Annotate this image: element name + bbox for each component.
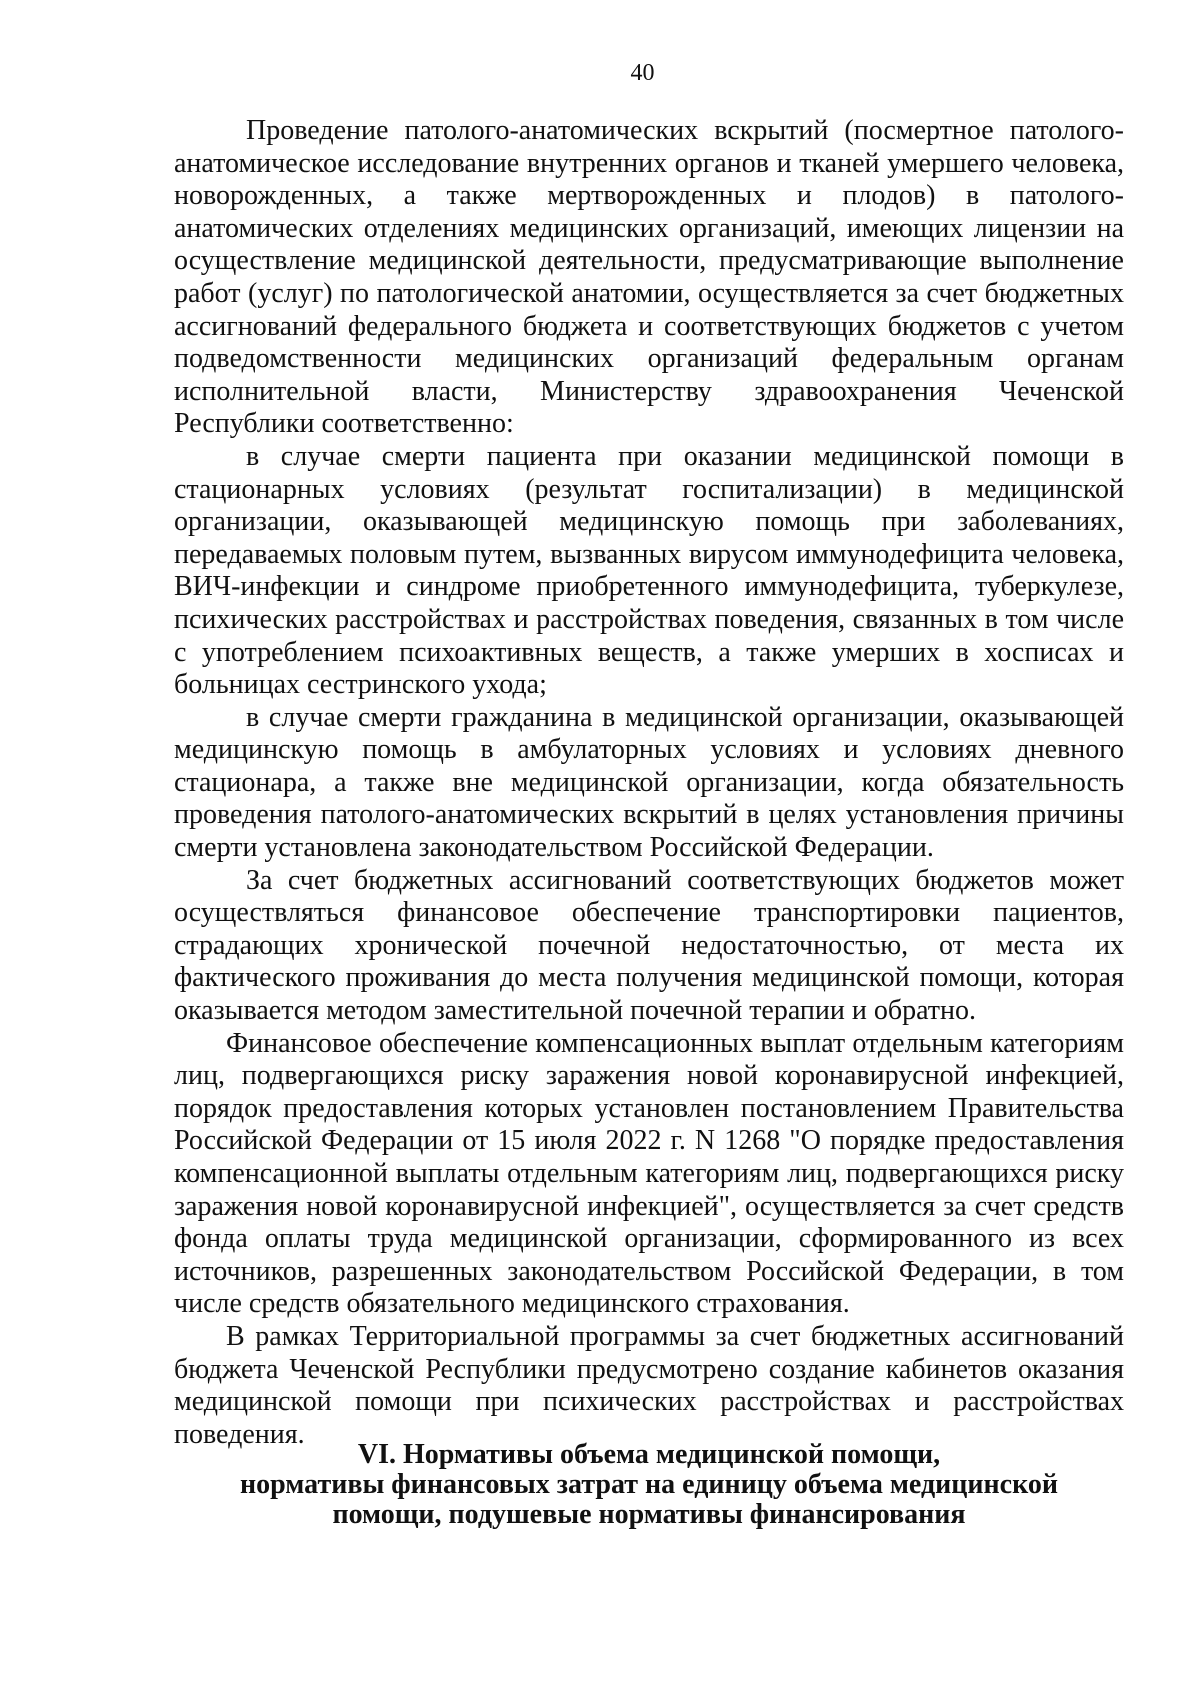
paragraph-inpatient-death: в случае смерти пациента при оказании медицинской помощи в стационарных условиях (результат госпитализации) в медицинской организации, оказывающей медицинскую помощь при заболеваниях, передаваемых половым путем, вызванных вирусом иммунодефицита человека, ВИЧ-инфекции и синдроме приобретенного иммунодефицита, туберкулезе, психических расстройствах и расстройствах поведения, связанных в том числе с употреблением психоактивных веществ, а также умерших в хосписах и больницах сестринского ухода;	[174, 440, 1124, 701]
body-text	[174, 115, 1124, 1451]
paragraph-psychiatric-offices: В рамках Территориальной программы за счет бюджетных ассигнований бюджета Чеченской Республики предусмотрено создание кабинетов оказания медицинской помощи при психических расстройствах и расстройствах поведения.	[174, 1320, 1124, 1450]
heading-line: помощи, подушевые нормативы финансирования	[332, 1499, 966, 1530]
paragraph-transport-dialysis: За счет бюджетных ассигнований соответствующих бюджетов может осуществляться финансовое обеспечение транспортировки пациентов, страдающих хронической почечной недостаточностью, от места их фактического проживания до места получения медицинской помощи, которая оказывается методом заместительной почечной терапии и обратно.	[174, 864, 1124, 1027]
paragraph-outpatient-death: в случае смерти гражданина в медицинской организации, оказывающей медицинскую помощь в амбулаторных условиях и условиях дневного стационара, а также вне медицинской организации, когда обязательность проведения патолого-анатомических вскрытий в целях установления причины смерти установлена законодательством Российской Федерации.	[174, 701, 1124, 864]
paragraph-autopsy: Проведение патолого-анатомических вскрытий (посмертное патолого-анатомическое исследование внутренних органов и тканей умершего человека, новорожденных, а также мертворожденных и плодов) в патолого-анатомических отделениях медицинских организаций, имеющих лицензии на осуществление медицинской деятельности, предусматривающие выполнение работ (услуг) по патологической анатомии, осуществляется за счет бюджетных ассигнований федерального бюджета и соответствующих бюджетов с учетом подведомственности медицинских организаций федеральным органам исполнительной власти, Министерству здравоохранения Чеченской Республики соответственно:	[174, 115, 1124, 440]
paragraph-compensation-payments: Финансовое обеспечение компенсационных выплат отдельным категориям лиц, подвергающихся риску заражения новой коронавирусной инфекцией, порядок предоставления которых установлен постановлением Правительства Российской Федерации от 15 июля 2022 г. N 1268 "О порядке предоставления компенсационной выплаты отдельным категориям лиц, подвергающихся риску заражения новой коронавирусной инфекцией", осуществляется за счет средств фонда оплаты труда медицинской организации, сформированного из всех источников, разрешенных законодательством Российской Федерации, в том числе средств обязательного медицинского страхования.	[174, 1027, 1124, 1320]
page-number: 40	[630, 60, 655, 86]
section-heading	[174, 1440, 1124, 1530]
heading-line: нормативы финансовых затрат на единицу объема медицинской	[240, 1469, 1058, 1500]
heading-line: VI. Нормативы объема медицинской помощи,	[357, 1439, 941, 1470]
